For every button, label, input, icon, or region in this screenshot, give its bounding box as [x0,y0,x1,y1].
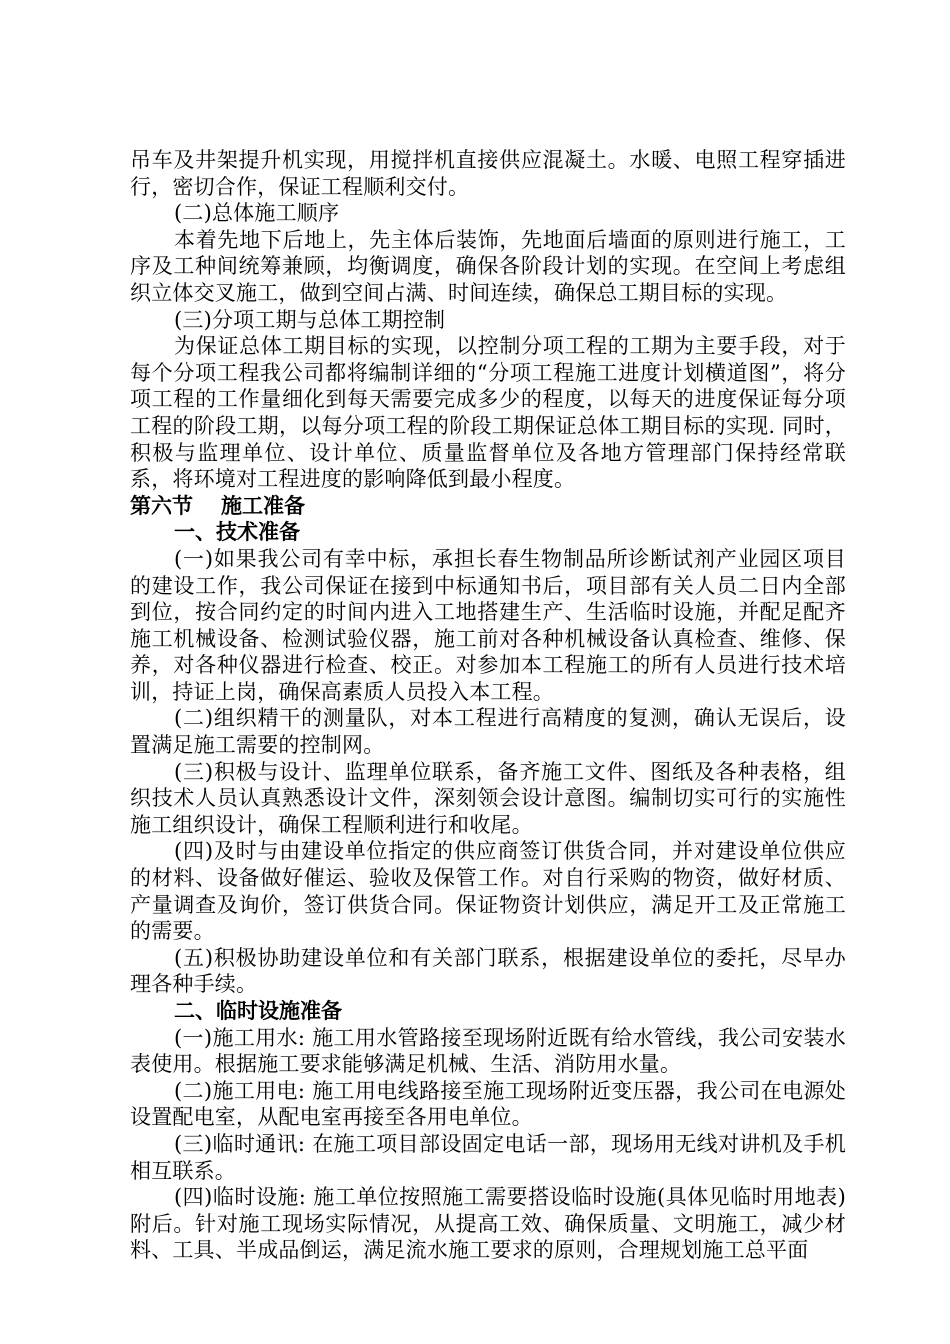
section-number: 第六节 [130,493,193,518]
paragraph-temporary-water: (一)施工用水: 施工用水管路接至现场附近既有给水管线，我公司安装水表使用。根据施工要求能够满足机械、生活、消防用水量。 [130,1025,846,1077]
paragraph-schedule-control: 为保证总体工期目标的实现，以控制分项工程的工期为主要手段，对于每个分项工程我公司都将编制详细的“分项工程施工进度计划横道图”，将分项工程的工作量细化到每天需要完成多少的程度，以每天的进度保证每分项工程的阶段工期，以每分项工程的阶段工期保证总体工期目标的实现. 同时，积极与监理单位、设计单位、质量监督单位及各地方管理部门保持经常联系，将环境对工程进度的影响降低到最小程度。 [130,334,846,492]
paragraph-continuation: 吊车及井架提升机实现，用搅拌机直接供应混凝土。水暖、电照工程穿插进行，密切合作，保证工程顺利交付。 [130,148,846,199]
section-title: 施工准备 [221,493,305,518]
paragraph-temporary-power: (二)施工用电: 施工用电线路接至施工现场附近变压器，我公司在电源处设置配电室，从配电室再接至各用电单位。 [130,1078,846,1130]
subheading-schedule-control: (三)分项工期与总体工期控制 [174,307,446,332]
paragraph-temporary-comms: (三)临时通讯: 在施工项目部设固定电话一部，现场用无线对讲机及手机相互联系。 [130,1131,846,1183]
paragraph-overall-sequence: 本着先地下后地上，先主体后装饰，先地面后墙面的原则进行施工，工序及工种间统筹兼顾，均衡调度，确保各阶段计划的实现。在空间上考虑组织立体交叉施工，做到空间占满、时间连续，确保总工期目标的实现。 [130,227,846,305]
subsection-heading-temporary: 二、临时设施准备 [174,999,342,1023]
paragraph-temporary-facilities: (四)临时设施: 施工单位按照施工需要搭设临时设施(具体见临时用地表)附后。针对施工现场实际情况，从提高工效、确保质量、文明施工，减少材料、工具、半成品倒运，满足流水施工要求的原则，合理规划施工总平面 [130,1185,846,1263]
subheading-overall-sequence: (二)总体施工顺序 [174,201,340,226]
subsection-heading-technical: 一、技术准备 [174,520,300,545]
paragraph-technical-2: (二)组织精干的测量队，对本工程进行高精度的复测，确认无误后，设置满足施工需要的控制网。 [130,706,846,758]
document-page [130,147,846,1264]
paragraph-technical-4: (四)及时与由建设单位指定的供应商签订供货合同，并对建设单位供应的材料、设备做好催运、验收及保管工作。对自行采购的物资，做好材质、产量调查及询价，签订供货合同。保证物资计划供应，满足开工及正常施工的需要。 [130,839,846,944]
paragraph-technical-5: (五)积极协助建设单位和有关部门联系，根据建设单位的委托，尽早办理各种手续。 [130,945,846,997]
paragraph-technical-1: (一)如果我公司有幸中标，承担长春生物制品所诊断试剂产业园区项目的建设工作，我公司保证在接到中标通知书后，项目部有关人员二日内全部到位，按合同约定的时间内进入工地搭建生产、生活临时设施，并配足配齐施工机械设备、检测试验仪器，施工前对各种机械设备认真检查、维修、保养，对各种仪器进行检查、校正。对参加本工程施工的所有人员进行技术培训，持证上岗，确保高素质人员投入本工程。 [130,546,846,704]
paragraph-technical-3: (三)积极与设计、监理单位联系，备齐施工文件、图纸及各种表格，组织技术人员认真熟悉设计文件，深刻领会设计意图。编制切实可行的实施性施工组织设计，确保工程顺利进行和收尾。 [130,759,846,837]
section-heading-6 [130,493,846,520]
